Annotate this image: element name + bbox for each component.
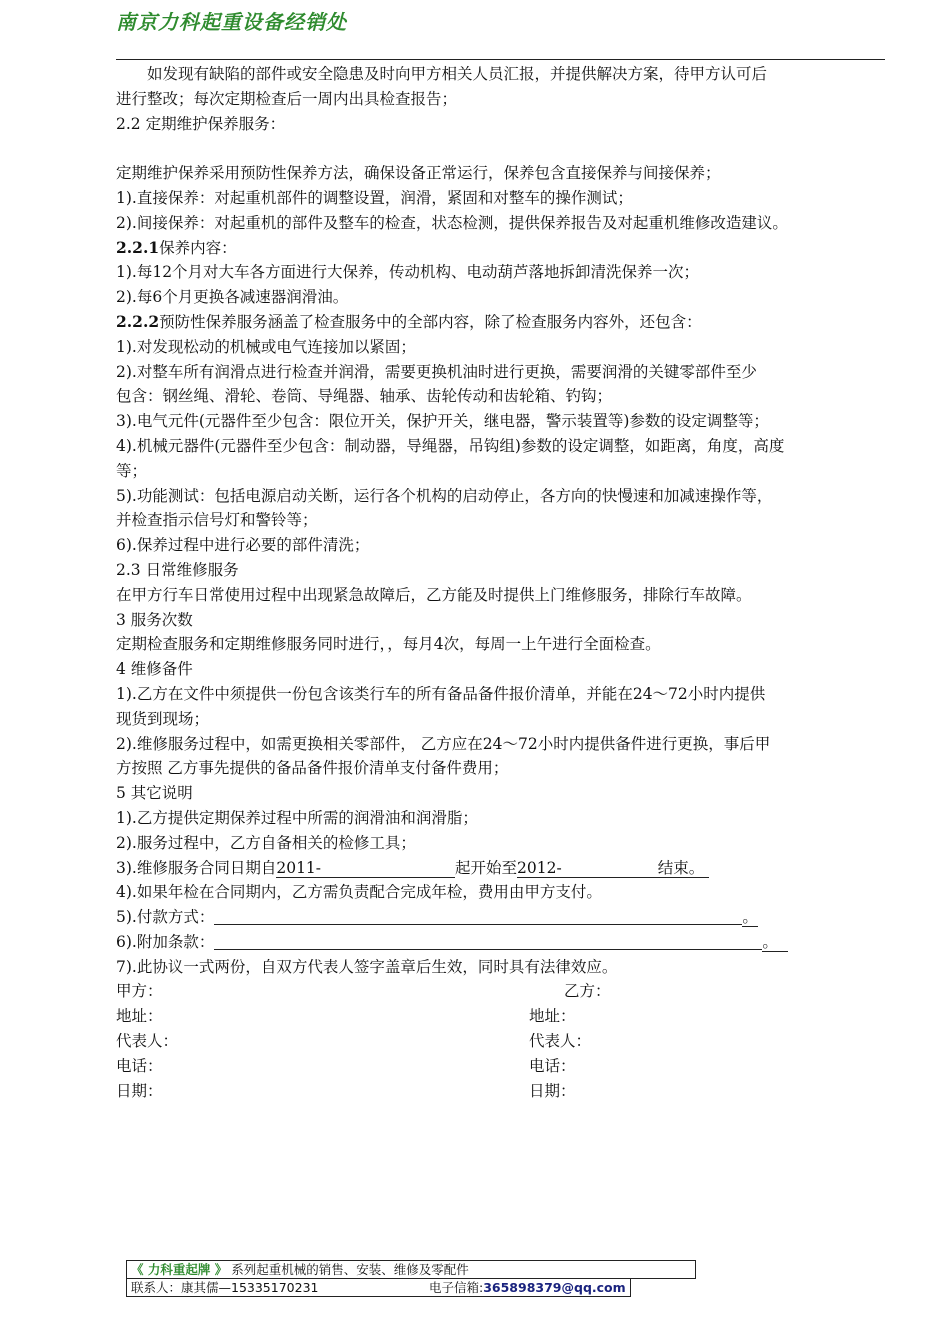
party-a-date-label: 日期：	[116, 1081, 163, 1100]
document-body	[116, 62, 891, 1103]
list-item-continued: 方按照 乙方事先提供的备品备件报价清单支付备件费用；	[116, 759, 509, 778]
header-divider	[116, 59, 885, 60]
party-a-representative-label: 代表人：	[116, 1032, 179, 1051]
list-item: 6).保养过程中进行必要的部件清洗；	[116, 536, 370, 555]
signature-row-address	[116, 1004, 891, 1029]
paragraph: 定期维护保养采用预防性保养方法，确保设备正常运行，保养包含直接保养与间接保养；	[116, 164, 721, 183]
email-block	[429, 1279, 626, 1296]
list-item-continued: 包含：钢丝绳、滑轮、卷筒、导绳器、轴承、齿轮传动和齿轮箱、钓钩；	[116, 387, 613, 406]
section-text: 保养内容：	[159, 238, 237, 257]
section-heading-3: 3 服务次数	[116, 610, 193, 629]
end-date-field[interactable]: 2012-	[517, 859, 658, 878]
payment-method-field[interactable]	[214, 908, 742, 925]
footer-brand-row	[126, 1260, 696, 1279]
party-a-label: 甲方：	[116, 982, 163, 1001]
party-a-address-label: 地址：	[116, 1007, 163, 1026]
footer-contact-row	[126, 1279, 631, 1297]
list-item: 1).直接保养：对起重机部件的调整设置，润滑，紧固和对整车的操作测试；	[116, 188, 633, 207]
date-middle: 起开始至	[455, 858, 518, 877]
paragraph: 定期检查服务和定期维修服务同时进行，，每月4次，每周一上午进行全面检查。	[116, 635, 661, 654]
email-label: 电子信箱:	[429, 1280, 484, 1295]
company-title: 南京力科起重设备经销处	[116, 10, 347, 34]
list-item: 2).对整车所有润滑点进行检查并润滑，需要更换机油时进行更换，需要润滑的关键零部件至少	[116, 362, 757, 381]
party-b-representative-label: 代表人：	[529, 1032, 592, 1051]
payment-method-label: 5).付款方式：	[116, 908, 215, 927]
list-item: 2).服务过程中，乙方自备相关的检修工具；	[116, 833, 416, 852]
party-b-label: 乙方：	[564, 982, 611, 1001]
additional-terms-field[interactable]	[214, 933, 762, 950]
additional-terms-line	[116, 930, 891, 955]
paragraph: 进行整改；每次定期检查后一周内出具检查报告；	[116, 89, 458, 108]
party-b-date-label: 日期：	[529, 1081, 576, 1100]
paragraph: 在甲方行车日常使用过程中出现紧急故障后，乙方能及时提供上门维修服务，排除行车故障。	[116, 585, 752, 604]
party-b-address-label: 地址：	[529, 1007, 576, 1026]
additional-terms-label: 6).附加条款：	[116, 932, 215, 951]
contact-person: 联系人：康其儒—15335170231	[131, 1280, 319, 1295]
paragraph: 如发现有缺陷的部件或安全隐患及时向甲方相关人员汇报，并提供解决方案，待甲方认可后	[147, 65, 768, 83]
signature-row-date	[116, 1079, 891, 1104]
brand-name: 《 力科重起牌 》	[131, 1262, 228, 1277]
list-item: 5).功能测试：包括电源启动关断，运行各个机构的启动停止，各方向的快慢速和加减速操作等，	[116, 486, 773, 505]
start-date-field[interactable]: 2011-	[276, 859, 455, 878]
list-item: 1).乙方在文件中须提供一份包含该类行车的所有备品备件报价清单，并能在24～72小时内提供	[116, 684, 766, 703]
list-item: 4).机械元器件(元器件至少包含：制动器，导绳器，吊钩组)参数的设定调整，如距离，角度，高度	[116, 436, 785, 455]
brand-slogan: 系列起重机械的销售、安装、维修及零配件	[227, 1262, 469, 1277]
section-number: 2.2.2	[116, 311, 160, 331]
list-item: 2).每6个月更换各减速器润滑油。	[116, 288, 349, 307]
page-footer	[126, 1260, 696, 1297]
blank-line	[116, 136, 891, 161]
list-item: 1).对发现松动的机械或电气连接加以紧固；	[116, 337, 416, 356]
email-link[interactable]: 365898379@qq.com	[483, 1280, 626, 1295]
list-item: 3).电气元件(元器件至少包含：限位开关，保护开关，继电器，警示装置等)参数的设定调整等；	[116, 412, 769, 431]
list-item-continued: 等；	[116, 461, 148, 480]
list-item: 2).间接保养：对起重机的部件及整车的检查，状态检测，提供保养报告及对起重机维修改造建议。	[116, 213, 788, 232]
additional-terms-end: 。	[762, 932, 778, 951]
signature-row-phone	[116, 1054, 891, 1079]
section-heading-2-2-1	[116, 236, 891, 261]
date-suffix: 结束。	[657, 858, 705, 877]
list-item: 7).此协议一式两份，自双方代表人签字盖章后生效，同时具有法律效应。	[116, 957, 618, 976]
list-item-continued: 并检查指示信号灯和警铃等；	[116, 511, 318, 530]
date-prefix: 3).维修服务合同日期自	[116, 858, 277, 877]
list-item: 4).如果年检在合同期内，乙方需负责配合完成年检，费用由甲方支付。	[116, 883, 602, 902]
party-b-phone-label: 电话：	[529, 1056, 576, 1075]
payment-method-end: 。	[742, 908, 758, 927]
list-item: 1).乙方提供定期保养过程中所需的润滑油和润滑脂；	[116, 808, 478, 827]
list-item-continued: 现货到现场；	[116, 709, 210, 728]
payment-method-line	[116, 905, 891, 930]
signature-row-representative	[116, 1029, 891, 1054]
section-text: 预防性保养服务涵盖了检查服务中的全部内容，除了检查服务内容外，还包含：	[159, 312, 702, 331]
section-heading-2-2-2	[116, 310, 891, 335]
party-a-phone-label: 电话：	[116, 1056, 163, 1075]
section-heading-2-2: 2.2 定期维护保养服务：	[116, 114, 286, 133]
section-number: 2.2.1	[116, 237, 160, 257]
contract-date-line	[116, 856, 891, 881]
signature-row-party	[116, 979, 891, 1004]
list-item: 1).每12个月对大车各方面进行大保养，传动机构、电动葫芦落地拆卸清洗保养一次；	[116, 263, 700, 282]
section-heading-2-3: 2.3 日常维修服务	[116, 560, 239, 579]
section-heading-4: 4 维修备件	[116, 660, 193, 679]
section-heading-5: 5 其它说明	[116, 784, 193, 803]
list-item: 2).维修服务过程中，如需更换相关零部件， 乙方应在24～72小时内提供备件进行更换，事后甲	[116, 734, 771, 753]
